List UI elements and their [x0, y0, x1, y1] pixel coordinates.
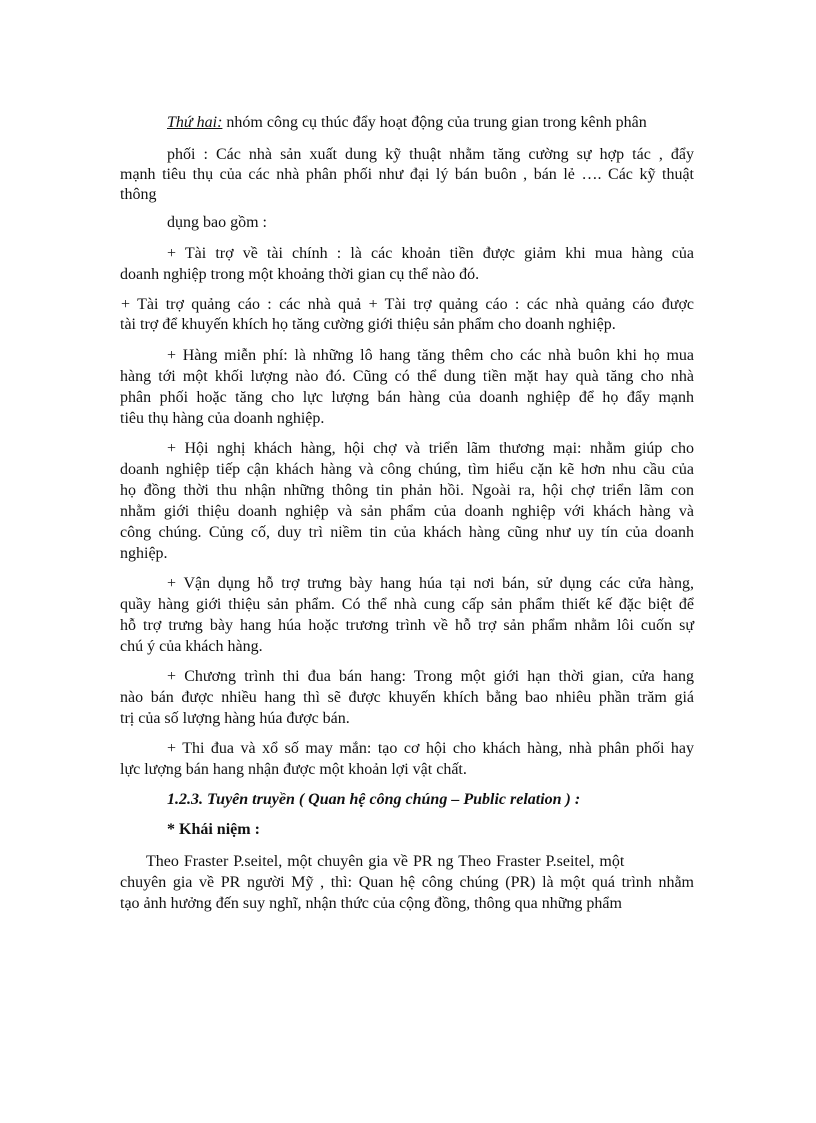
text-line: + Tài trợ về tài chính : là các khoản tiền được giảm khi mua hàng của — [167, 245, 694, 262]
text-line: trị của số lượng hàng húa được bán. — [120, 710, 350, 727]
text-line: + Thi đua và xổ số may mắn: tạo cơ hội cho khách hàng, nhà phân phối hay — [167, 740, 694, 757]
text-line: + Hội nghị khách hàng, hội chợ và triển lãm thương mại: nhằm giúp cho — [167, 440, 694, 457]
section-heading: 1.2.3. Tuyên truyền ( Quan hệ công chúng – Public relation ) : — [167, 791, 581, 808]
subsection-heading: * Khái niệm : — [167, 821, 260, 838]
text-line: quầy hàng giới thiệu sản phẩm. Có thể nhà cung cấp sản phẩm thiết kế đặc biệt để — [120, 596, 694, 613]
text-line: lực lượng bán hang nhận được một khoản lợi vật chất. — [120, 761, 467, 778]
text-line: Theo Fraster P.seitel, một chuyên gia về PR ng Theo Fraster P.seitel, một — [146, 853, 625, 870]
text-line: thông — [120, 186, 157, 203]
text-line: mạnh tiêu thụ của các nhà phân phối như đại lý bán buôn , bán lẻ …. Các kỹ thuật — [120, 166, 694, 183]
text-line: họ đồng thời thu nhận những thông tin phản hồi. Ngoài ra, hội chợ triển lãm con — [120, 482, 694, 499]
text-line: doanh nghiệp tiếp cận khách hàng và công chúng, tìm hiểu cặn kẽ hơn nhu cầu của — [120, 461, 694, 478]
text-line: + Vận dụng hỗ trợ trưng bày hang húa tại nơi bán, sử dụng các cửa hàng, — [167, 575, 694, 592]
text-line: + Chương trình thi đua bán hang: Trong một giới hạn thời gian, cửa hang — [167, 668, 694, 685]
text-line: hỗ trợ trưng bày hang húa hoặc trương trình về hỗ trợ sản phẩm nhằm lôi cuốn sự — [120, 617, 694, 634]
text-line: phối : Các nhà sản xuất dung kỹ thuật nhằm tăng cường sự hợp tác , đẩy — [167, 146, 694, 163]
text-line: tài trợ để khuyến khích họ tăng cường giới thiệu sản phẩm cho doanh nghiệp. — [120, 316, 616, 333]
text-line: nghiệp. — [120, 545, 168, 562]
text-line: chú ý của khách hàng. — [120, 638, 263, 655]
text-line: nào bán được nhiều hang thì sẽ được khuyến khích bằng bao nhiêu phần trăm giá — [120, 689, 694, 706]
paragraph-lead-label: Thứ hai: — [167, 114, 223, 131]
paragraph-thu-hai — [167, 113, 647, 133]
text-line: phân phối hoặc tăng cho lực lượng bán hàng của doanh nghiệp để họ đẩy mạnh — [120, 389, 694, 406]
text-line: chuyên gia về PR người Mỹ , thì: Quan hệ công chúng (PR) là một quá trình nhằm — [120, 874, 694, 891]
text-line: + Tài trợ quảng cáo : các nhà quả + Tài trợ quảng cáo : các nhà quảng cáo được — [121, 296, 694, 313]
text-line: doanh nghiệp trong một khoảng thời gian cụ thể nào đó. — [120, 266, 480, 283]
paragraph-text: nhóm công cụ thúc đẩy hoạt động của trung gian trong kênh phân — [222, 114, 647, 131]
text-line: hàng tới một khối lượng nào đó. Cũng có thể dung tiền mặt hay quà tăng cho nhà — [120, 368, 694, 385]
text-line: công chúng. Củng cố, duy trì niềm tin của khách hàng cũng như uy tín của doanh — [120, 524, 694, 541]
text-line: + Hàng miễn phí: là những lô hang tăng thêm cho các nhà buôn khi họ mua — [167, 347, 694, 364]
text-line: tiêu thụ hàng của doanh nghiệp. — [120, 410, 325, 427]
text-line: tạo ảnh hưởng đến suy nghĩ, nhận thức của cộng đồng, thông qua những phẩm — [120, 895, 622, 912]
text-line: dụng bao gồm : — [167, 214, 267, 231]
text-line: nhằm giới thiệu doanh nghiệp và sản phẩm của doanh nghiệp với khách hàng và — [120, 503, 694, 520]
